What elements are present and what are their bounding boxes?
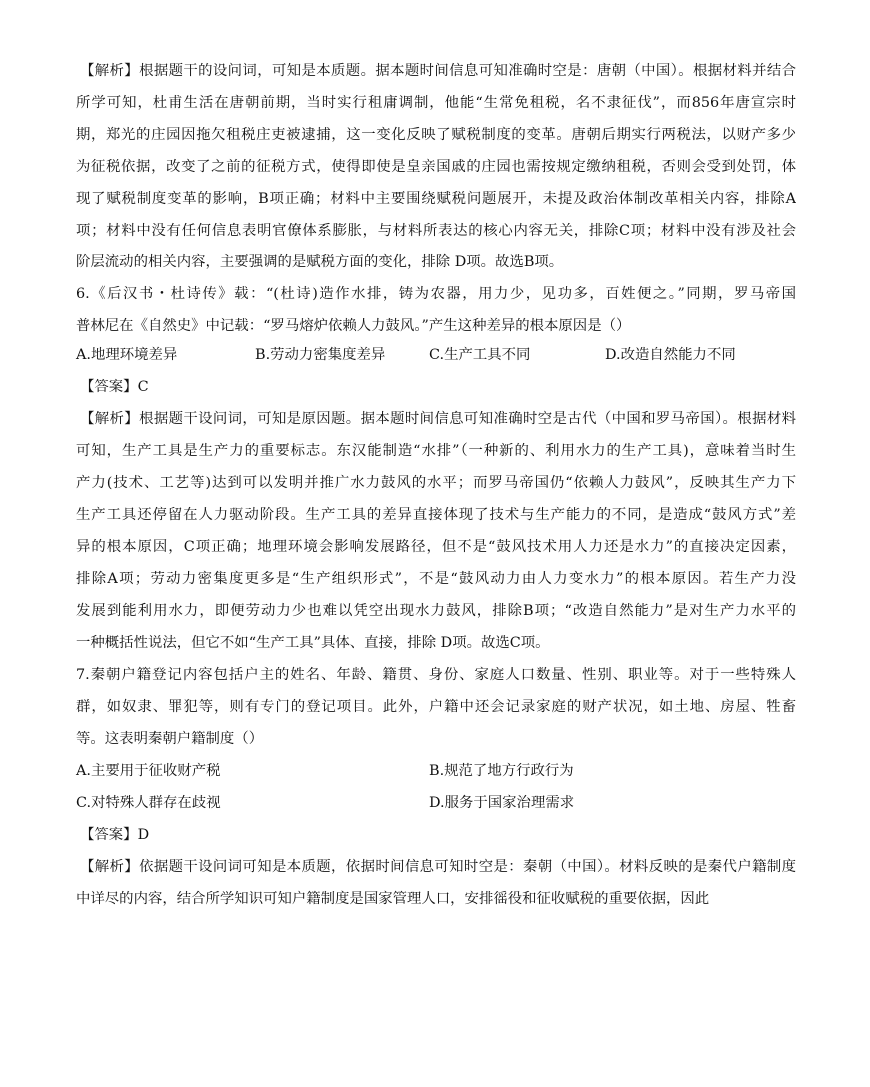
- q6-analysis-line: 生产工具还停留在人力驱动阶段。生产工具的差异直接体现了技术与生产能力的不同，是造成“鼓风方式”差: [76, 507, 796, 523]
- q5-analysis-line: 所学可知，杜甫生活在唐朝前期，当时实行租庸调制，他能“生常免租税，名不隶征伐”，而856年唐宣宗时: [76, 95, 796, 111]
- q7-stem-line: 7.秦朝户籍登记内容包括户主的姓名、年龄、籍贯、身份、家庭人口数量、性别、职业等。对于一些特殊人: [76, 667, 796, 683]
- q6-stem-line: 普林尼在《自然史》中记载：“罗马熔炉依赖人力鼓风。”产生这种差异的根本原因是（）: [76, 318, 631, 334]
- q5-analysis-line: 【解析】根据题干的设问词，可知是本质题。据本题时间信息可知准确时空是：唐朝（中国）。根据材料并结合: [80, 63, 796, 79]
- q6-option-c: C.生产工具不同: [429, 347, 531, 363]
- q7-stem-line: 群，如奴隶、罪犯等，则有专门的登记项目。此外，户籍中还会记录家庭的财产状况，如土地、房屋、牲畜: [76, 699, 796, 715]
- q7-option-c: C.对特殊人群存在歧视: [76, 795, 221, 811]
- q6-analysis-line: 【解析】根据题干设问词，可知是原因题。据本题时间信息可知准确时空是古代（中国和罗马帝国）。根据材料: [80, 411, 796, 427]
- q6-analysis-line: 可知，生产工具是生产力的重要标志。东汉能制造“水排”（一种新的、利用水力的生产工具)，意味着当时生: [76, 443, 796, 459]
- q7-stem-line: 等。这表明秦朝户籍制度（）: [76, 731, 264, 747]
- q7-analysis-line: 中详尽的内容，结合所学知识可知户籍制度是国家管理人口，安排徭役和征收赋税的重要依据，因此: [76, 891, 710, 907]
- q6-analysis-line: 一种概括性说法，但它不如“生产工具”具体、直接，排除 D项。故选C项。: [76, 635, 550, 651]
- q7-option-d: D.服务于国家治理需求: [429, 795, 575, 811]
- q5-analysis-line: 期，郑光的庄园因拖欠租税庄吏被逮捕，这一变化反映了赋税制度的变革。唐朝后期实行两税法，以财产多少: [76, 127, 796, 143]
- q5-analysis-line: 为征税依据，改变了之前的征税方式，使得即使是皇亲国戚的庄园也需按规定缴纳租税，否则会受到处罚，体: [76, 159, 796, 175]
- q6-option-a: A.地理环境差异: [76, 347, 178, 363]
- q6-analysis-line: 发展到能利用水力，即便劳动力少也难以凭空出现水力鼓风，排除B项；“改造自然能力”是对生产力水平的: [76, 603, 796, 619]
- q5-analysis-line: 阶层流动的相关内容，主要强调的是赋税方面的变化，排除 D项。故选B项。: [76, 254, 564, 270]
- q5-analysis-line: 项；材料中没有任何信息表明官僚体系膨胀，与材料所表达的核心内容无关，排除C项；材料中没有涉及社会: [76, 223, 796, 239]
- q6-analysis-line: 排除A项；劳动力密集度更多是“生产组织形式”，不是“鼓风动力由人力变水力”的根本原因。若生产力没: [76, 571, 796, 587]
- q7-analysis-line: 【解析】依据题干设问词可知是本质题，依据时间信息可知时空是：秦朝（中国）。材料反映的是秦代户籍制度: [80, 859, 796, 875]
- q7-option-a: A.主要用于征收财产税: [76, 763, 221, 779]
- q5-analysis-line: 现了赋税制度变革的影响，B项正确；材料中主要围绕赋税问题展开，未提及政治体制改革相关内容，排除A: [76, 191, 796, 207]
- q7-answer: 【答案】D: [80, 827, 150, 843]
- q6-answer: 【答案】C: [80, 379, 149, 395]
- q6-analysis-line: 产力(技术、工艺等)达到可以发明并推广水力鼓风的水平；而罗马帝国仍“依赖人力鼓风”，反映其生产力下: [76, 475, 796, 491]
- q6-analysis-line: 异的根本原因，C项正确；地理环境会影响发展路径，但不是“鼓风技术用人力还是水力”的直接决定因素，: [76, 539, 796, 555]
- q7-option-b: B.规范了地方行政行为: [429, 763, 574, 779]
- q6-option-d: D.改造自然能力不同: [605, 347, 736, 363]
- q6-stem-line: 6.《后汉书・杜诗传》载：“(杜诗)造作水排，铸为农器，用力少，见功多，百姓便之。”同期，罗马帝国: [76, 286, 796, 302]
- q6-option-b: B.劳动力密集度差异: [255, 347, 386, 363]
